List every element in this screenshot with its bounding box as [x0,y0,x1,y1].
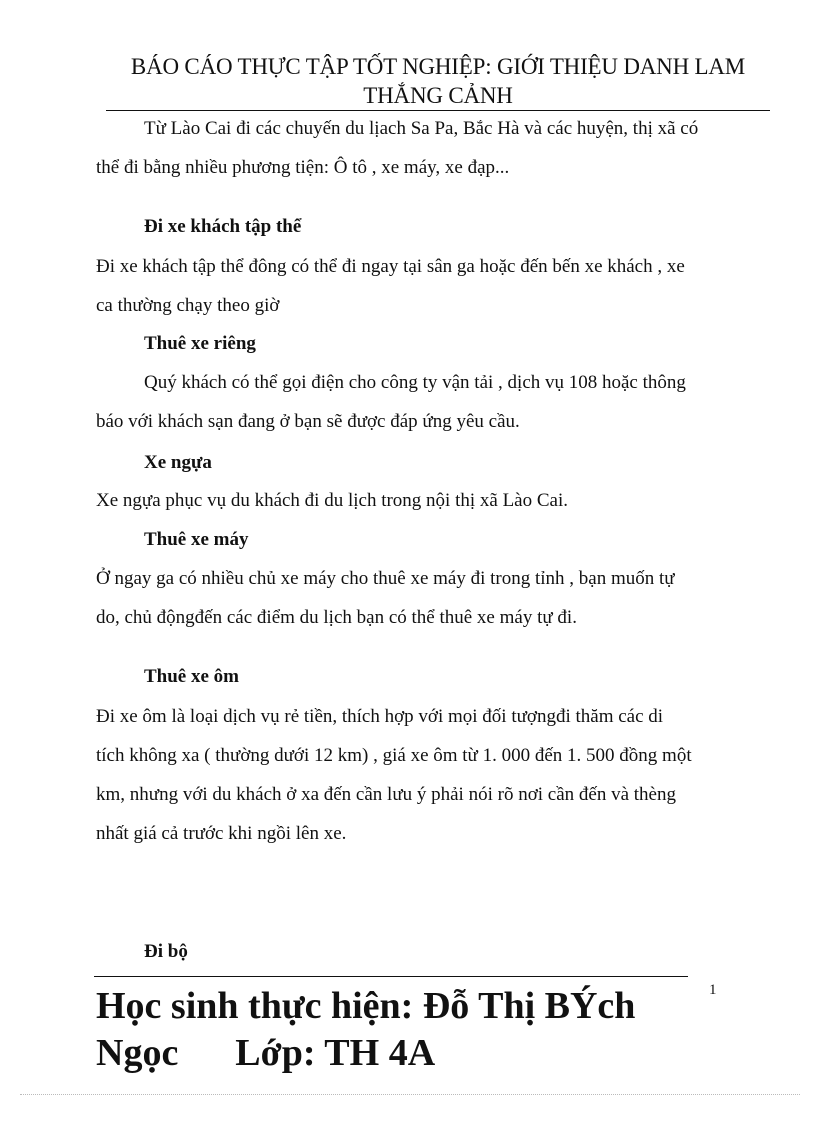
footer-author-line-1: Học sinh thực hiện: Đỗ Thị BÝch [96,985,636,1027]
private-car-line-1: Quý khách có thể gọi điện cho công ty vận tải , dịch vụ 108 hoặc thông [144,372,686,393]
bus-line-2: ca thường chạy theo giờ [96,295,280,316]
heading-motorbike: Thuê xe máy [144,529,249,550]
motorbike-taxi-line-1: Đi xe ôm là loại dịch vụ rẻ tiền, thích hợp với mọi đối tượngđi thăm các di [96,706,664,727]
motorbike-line-1: Ở ngay ga có nhiều chủ xe máy cho thuê xe máy đi trong tỉnh , bạn muốn tự [96,568,675,589]
page-bottom-divider [20,1094,800,1095]
bus-line-1: Đi xe khách tập thể đông có thể đi ngay tại sân ga hoặc đến bến xe khách , xe [96,256,685,277]
intro-line-1: Từ Lào Cai đi các chuyến du lịach Sa Pa, Bắc Hà và các huyện, thị xã có [144,118,699,139]
horse-cart-line-1: Xe ngựa phục vụ du khách đi du lịch trong nội thị xã Lào Cai. [96,490,569,511]
intro-line-2: thể đi bằng nhiều phương tiện: Ô tô , xe máy, xe đạp... [96,157,510,178]
header-title-line-1: BÁO CÁO THỰC TẬP TỐT NGHIỆP: GIỚI THIỆU DANH LAM [130,54,746,79]
heading-motorbike-taxi: Thuê xe ôm [144,666,239,687]
heading-walking: Đi bộ [144,941,188,962]
private-car-line-2: báo với khách sạn đang ở bạn sẽ được đáp ứng yêu cầu. [96,411,520,432]
footer-rule [94,976,688,977]
motorbike-taxi-line-2: tích không xa ( thường dưới 12 km) , giá xe ôm từ 1. 000 đến 1. 500 đồng một [96,745,692,766]
heading-bus: Đi xe khách tập thể [144,216,302,237]
footer-author-line-2: Ngọc Lớp: TH 4A [96,1032,436,1074]
motorbike-taxi-line-3: km, nhưng với du khách ở xa đến cần lưu ý phải nói rõ nơi cần đến và thèng [96,784,676,805]
header-rule [106,110,770,111]
page-number: 1 [709,982,717,998]
page-header [100,52,776,110]
motorbike-taxi-line-4: nhất giá cả trước khi ngồi lên xe. [96,823,347,844]
motorbike-line-2: do, chủ độngđến các điểm du lịch bạn có thể thuê xe máy tự đi. [96,607,577,628]
heading-horse-cart: Xe ngựa [144,452,212,473]
heading-private-car: Thuê xe riêng [144,333,256,354]
header-title-line-2: THẮNG CẢNH [363,83,513,108]
